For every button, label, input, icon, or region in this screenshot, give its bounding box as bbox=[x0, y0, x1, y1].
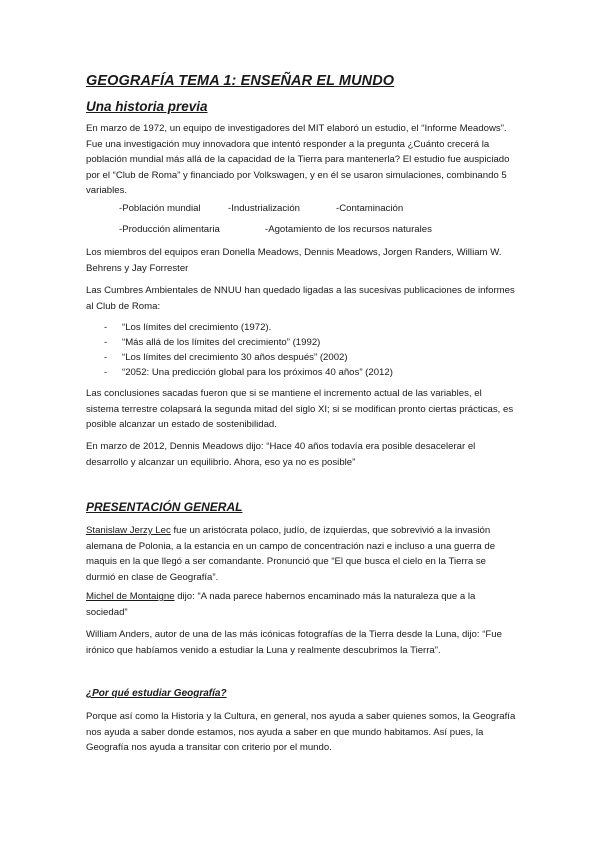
section-heading-por-que: ¿Por qué estudiar Geografía? bbox=[86, 688, 227, 699]
variable-item: -Producción alimentaria bbox=[119, 224, 220, 235]
bullet-dash: - bbox=[104, 322, 108, 333]
report-title: “Los límites del crecimiento (1972). bbox=[122, 322, 272, 333]
bullet-dash: - bbox=[104, 367, 108, 378]
variable-item: -Agotamiento de los recursos naturales bbox=[265, 224, 432, 235]
section-heading-presentacion: PRESENTACIÓN GENERAL bbox=[86, 500, 243, 514]
variable-item: -Industrialización bbox=[228, 203, 300, 214]
reports-list bbox=[86, 322, 516, 382]
paragraph-anders: William Anders, autor de una de las más icónicas fotografías de la Tierra desde la Luna, dijo: “Fue irónico que habíamos venido a estudiar la Luna y realmente descubrimos la Tierra”. bbox=[86, 629, 502, 656]
variable-item: -Contaminación bbox=[336, 203, 404, 214]
section-heading-historia: Una historia previa bbox=[86, 99, 208, 114]
report-title: “2052: Una predicción global para los próximos 40 años” (2012) bbox=[122, 367, 393, 378]
report-title: “Más allá de los límites del crecimiento” (1992) bbox=[122, 337, 321, 348]
variable-item: -Población mundial bbox=[119, 203, 201, 214]
bullet-dash: - bbox=[104, 352, 108, 363]
lec-text: fue un aristócrata polaco, judío, de izquierdas, que sobrevivió a la invasión alemana de Polonia, a la estancia en un campo de concentración nazi e incluso a una guerra de maquis en la que llegó a ser comandante. Pronunció que “El que busca el cielo en la Tierra se durmió en clase de Geografía”. bbox=[86, 525, 496, 583]
paragraph-informe-meadows: En marzo de 1972, un equipo de investigadores del MIT elaboró un estudio, el “Informe Meadows”. Fue una investigación muy innovadora que intentó responder a la pregunta ¿Cuánto crecerá la población mundial más allá de la capacidad de la Tierra para mantenerla? El estudio fue auspiciado por el “Club de Roma” y financiado por Volkswagen, y en él se usaron simulaciones, combinando 5 variables. bbox=[86, 123, 510, 197]
document-title: GEOGRAFÍA TEMA 1: ENSEÑAR EL MUNDO bbox=[86, 73, 395, 89]
lec-name-link[interactable]: Stanislaw Jerzy Lec bbox=[86, 525, 171, 536]
variables-list bbox=[86, 203, 516, 239]
paragraph-team-members: Los miembros del equipos eran Donella Meadows, Dennis Meadows, Jorgen Randers, William W. Behrens y Jay Forrester bbox=[86, 247, 502, 274]
bullet-dash: - bbox=[104, 337, 108, 348]
paragraph-montaigne bbox=[86, 589, 516, 620]
paragraph-cumbres: Las Cumbres Ambientales de NNUU han quedado ligadas a las sucesivas publicaciones de informes al Club de Roma: bbox=[86, 285, 515, 312]
montaigne-text: dijo: “A nada parece habernos encaminado más la naturaleza que a la sociedad” bbox=[86, 591, 476, 618]
montaigne-name-link[interactable]: Michel de Montaigne bbox=[86, 591, 175, 602]
report-title: “Los límites del crecimiento 30 años después” (2002) bbox=[122, 352, 348, 363]
paragraph-lec bbox=[86, 523, 516, 585]
paragraph-por-que: Porque así como la Historia y la Cultura, en general, nos ayuda a saber quienes somos, la Geografía nos ayuda a saber donde estamos, nos ayuda a saber en que mundo habitamos. Así pues, la Geografía nos ayuda a transitar con criterio por el mundo. bbox=[86, 711, 516, 754]
paragraph-meadows-2012: En marzo de 2012, Dennis Meadows dijo: “Hace 40 años todavía era posible desacelerar el desarrollo y alcanzar un equilibrio. Ahora, eso ya no es posible” bbox=[86, 441, 476, 468]
paragraph-conclusiones: Las conclusiones sacadas fueron que si se mantiene el incremento actual de las variables, el sistema terrestre colapsará la segunda mitad del siglo XI; si se modifican pronto ciertas prácticas, es posible alcanzar un estado de sostenibilidad. bbox=[86, 388, 514, 431]
